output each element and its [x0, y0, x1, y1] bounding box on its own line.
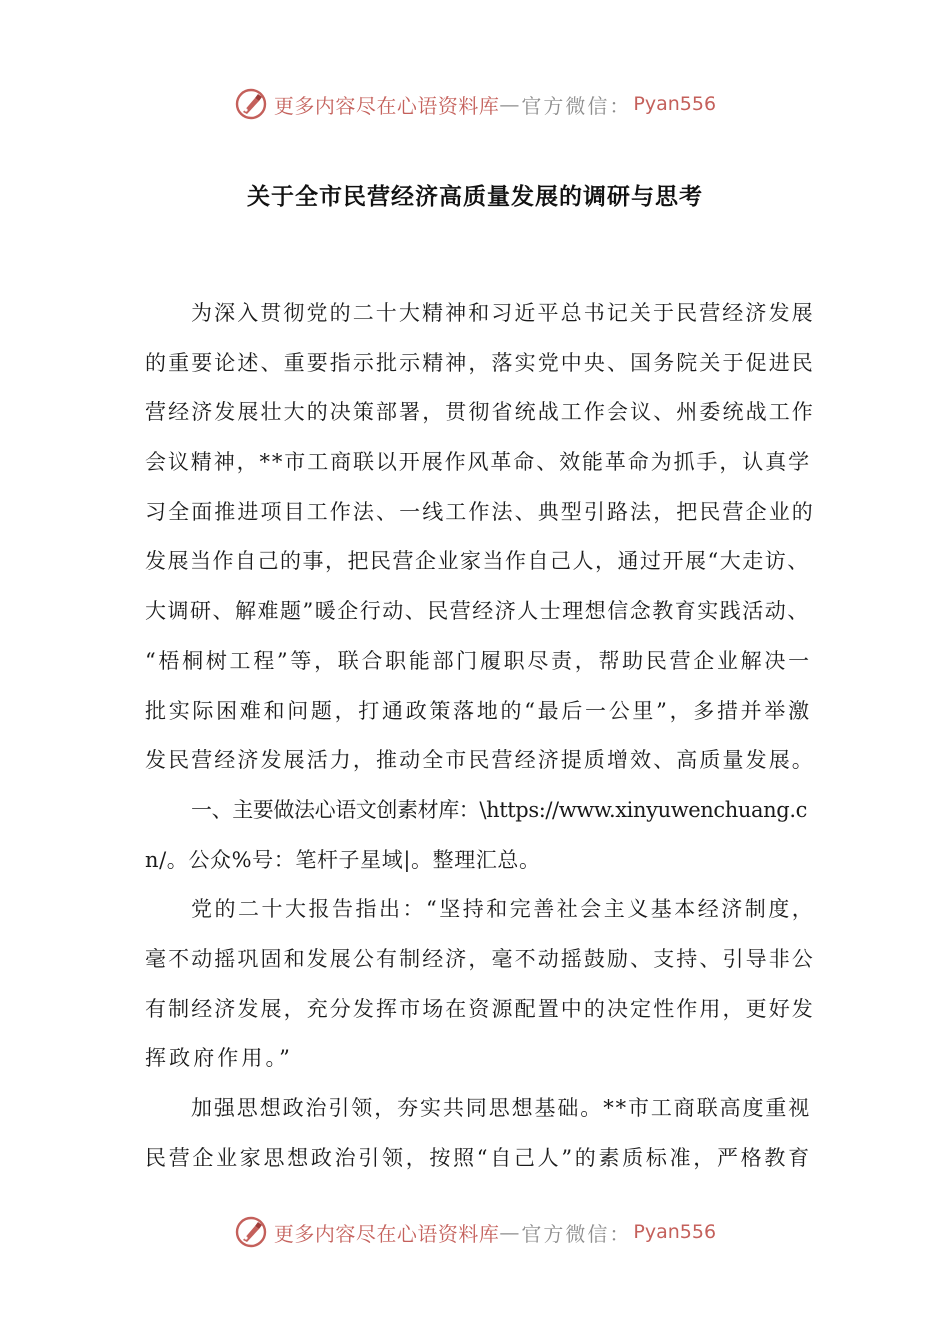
body-line: 大调研、解难题”暖企行动、民营经济人士理想信念教育实践活动、: [145, 599, 810, 624]
watermark-banner-bottom: [0, 1212, 950, 1252]
body-line: 挥政府作用。”: [145, 1046, 293, 1071]
body-line: 有制经济发展，充分发挥市场在资源配置中的决定性作用，更好发: [145, 996, 815, 1021]
body-line: 会议精神，**市工商联以开展作风革命、效能革命为抓手，认真学: [145, 450, 811, 475]
document-title: 关于全市民营经济高质量发展的调研与思考: [247, 184, 703, 210]
body-line: n/。公众%号：笔杆子星域|。整理汇总。: [145, 847, 541, 872]
watermark-dash: —: [499, 92, 522, 116]
body-line: 毫不动摇巩固和发展公有制经济，毫不动摇鼓励、支持、引导非公: [145, 946, 815, 971]
watermark-wechat-label: 官方微信：: [521, 1221, 632, 1246]
watermark-dash: —: [499, 1220, 522, 1244]
pen-nib-logo-icon: [234, 87, 268, 121]
body-line: 批实际困难和问题，打通政策落地的“最后一公里”，多措并举激: [145, 698, 812, 723]
watermark-banner-top: [0, 84, 950, 124]
body-line: 民营企业家思想政治引领，按照“自己人”的素质标准，严格教育: [145, 1145, 812, 1170]
document-body: [145, 289, 815, 1183]
body-line: 党的二十大报告指出：“坚持和完善社会主义基本经济制度，: [191, 897, 816, 922]
watermark-wechat-label: 官方微信：: [521, 93, 632, 118]
watermark-brand-text: 更多内容尽在心语资料库: [273, 1221, 500, 1246]
body-line: 发民营经济发展活力，推动全市民营经济提质增效、高质量发展。: [145, 748, 815, 773]
body-line: 为深入贯彻党的二十大精神和习近平总书记关于民营经济发展: [191, 301, 815, 325]
pen-nib-logo-icon: [234, 1215, 268, 1249]
section-heading-line: 一、主要做法心语文创素材库：\https://www.xinyuwenchuang.c: [191, 797, 807, 822]
watermark-brand-text: 更多内容尽在心语资料库: [273, 93, 500, 118]
body-line: 加强思想政治引领，夯实共同思想基础。**市工商联高度重视: [191, 1096, 812, 1120]
body-line: 的重要论述、重要指示批示精神，落实党中央、国务院关于促进民: [145, 350, 815, 375]
body-line: “梧桐树工程”等，联合职能部门履职尽责，帮助民营企业解决一: [145, 648, 812, 673]
body-line: 营经济发展壮大的决策部署，贯彻省统战工作会议、州委统战工作: [145, 400, 815, 425]
watermark-wechat-id: Pyan556: [633, 1221, 717, 1243]
body-line: 习全面推进项目工作法、一线工作法、典型引路法，把民营企业的: [145, 499, 815, 524]
watermark-wechat-id: Pyan556: [633, 93, 717, 115]
body-line: 发展当作自己的事，把民营企业家当作自己人，通过开展“大走访、: [145, 549, 810, 574]
